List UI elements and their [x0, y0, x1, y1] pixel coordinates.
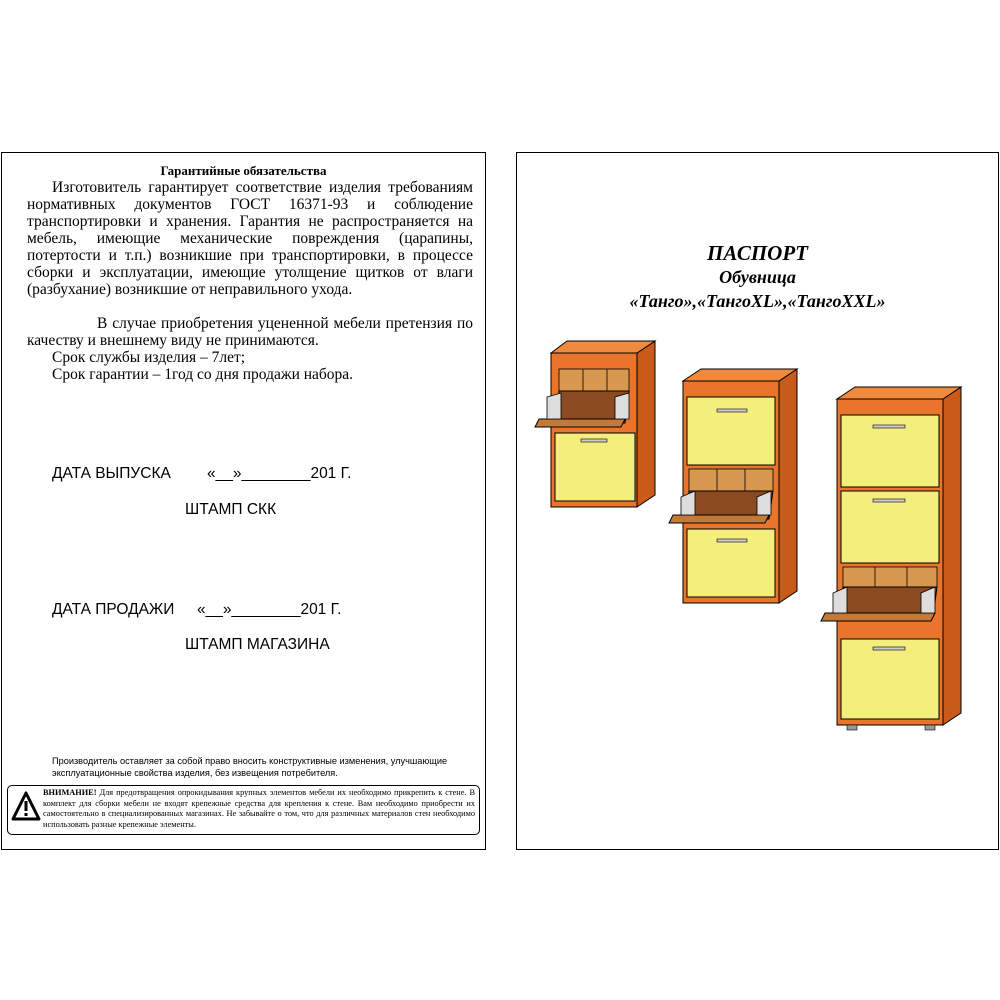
passport-title: ПАСПОРТ — [707, 241, 808, 265]
stamp-qc: ШТАМП СКК — [185, 501, 277, 518]
passport-cover-page — [516, 152, 999, 850]
cabinet-tango-xxl — [821, 387, 961, 730]
warranty-paragraph: Изготовитель гарантирует соответствие изделия требованиям нормативных документов ГОСТ 16371-93 и соблюдение транспортировки и хранения. Гарантия не распространяется на мебель, имеющие механические повреждения (царапины, потертости и т.п.) возникшие при транспортировки, в процессе сборки и эксплуатации, имеющие утолщение щитков от влаги (разбухание) возникшие от неправильного ухода. — [27, 179, 473, 298]
service-life: Срок службы изделия – 7лет; — [52, 349, 246, 366]
sale-date-blank: «__»________201 Г. — [197, 601, 342, 618]
passport-subtitle: Обувница — [719, 267, 796, 287]
warning-text — [43, 788, 475, 830]
warranty-period: Срок гарантии – 1год со дня продажи набора. — [52, 366, 354, 383]
release-date-blank: «__»________201 Г. — [207, 465, 352, 482]
warranty-page — [1, 152, 486, 850]
warning-body: Для предотвращения опрокидывания крупных элементов мебели их необходимо прикрепить к стене. В комплект для сборки мебели не входят крепежные средства для крепления к стене. Вам необходимо приобрести их самостоятельно в специализированных магазинах. Не забывайте о том, что для различных материалов стен необходимо использовать разные крепежные элементы. — [43, 788, 475, 829]
warning-triangle-icon — [11, 791, 41, 823]
shoe-cabinets-illustration — [517, 153, 997, 847]
warranty-heading: Гарантийные обязательства — [160, 163, 327, 178]
discount-paragraph: В случае приобретения уцененной мебели претензия по качеству и внешнему виду не принимаются. — [27, 315, 473, 349]
cabinet-tango-xl — [669, 369, 797, 603]
sale-date-label: ДАТА ПРОДАЖИ — [52, 601, 175, 618]
warning-box — [7, 785, 480, 835]
passport-models: «Танго»,«ТангоXL»,«ТангоXXL» — [629, 291, 886, 311]
release-date-label: ДАТА ВЫПУСКА — [52, 465, 171, 482]
cabinet-tango — [535, 341, 655, 507]
warning-label: ВНИМАНИЕ! — [43, 788, 97, 797]
manufacturer-note: Производитель оставляет за собой право вносить конструктивные изменения, улучшающие эксплуатационные свойства изделия, без извещения потребителя. — [52, 756, 448, 778]
stamp-store: ШТАМП МАГАЗИНА — [185, 636, 330, 653]
